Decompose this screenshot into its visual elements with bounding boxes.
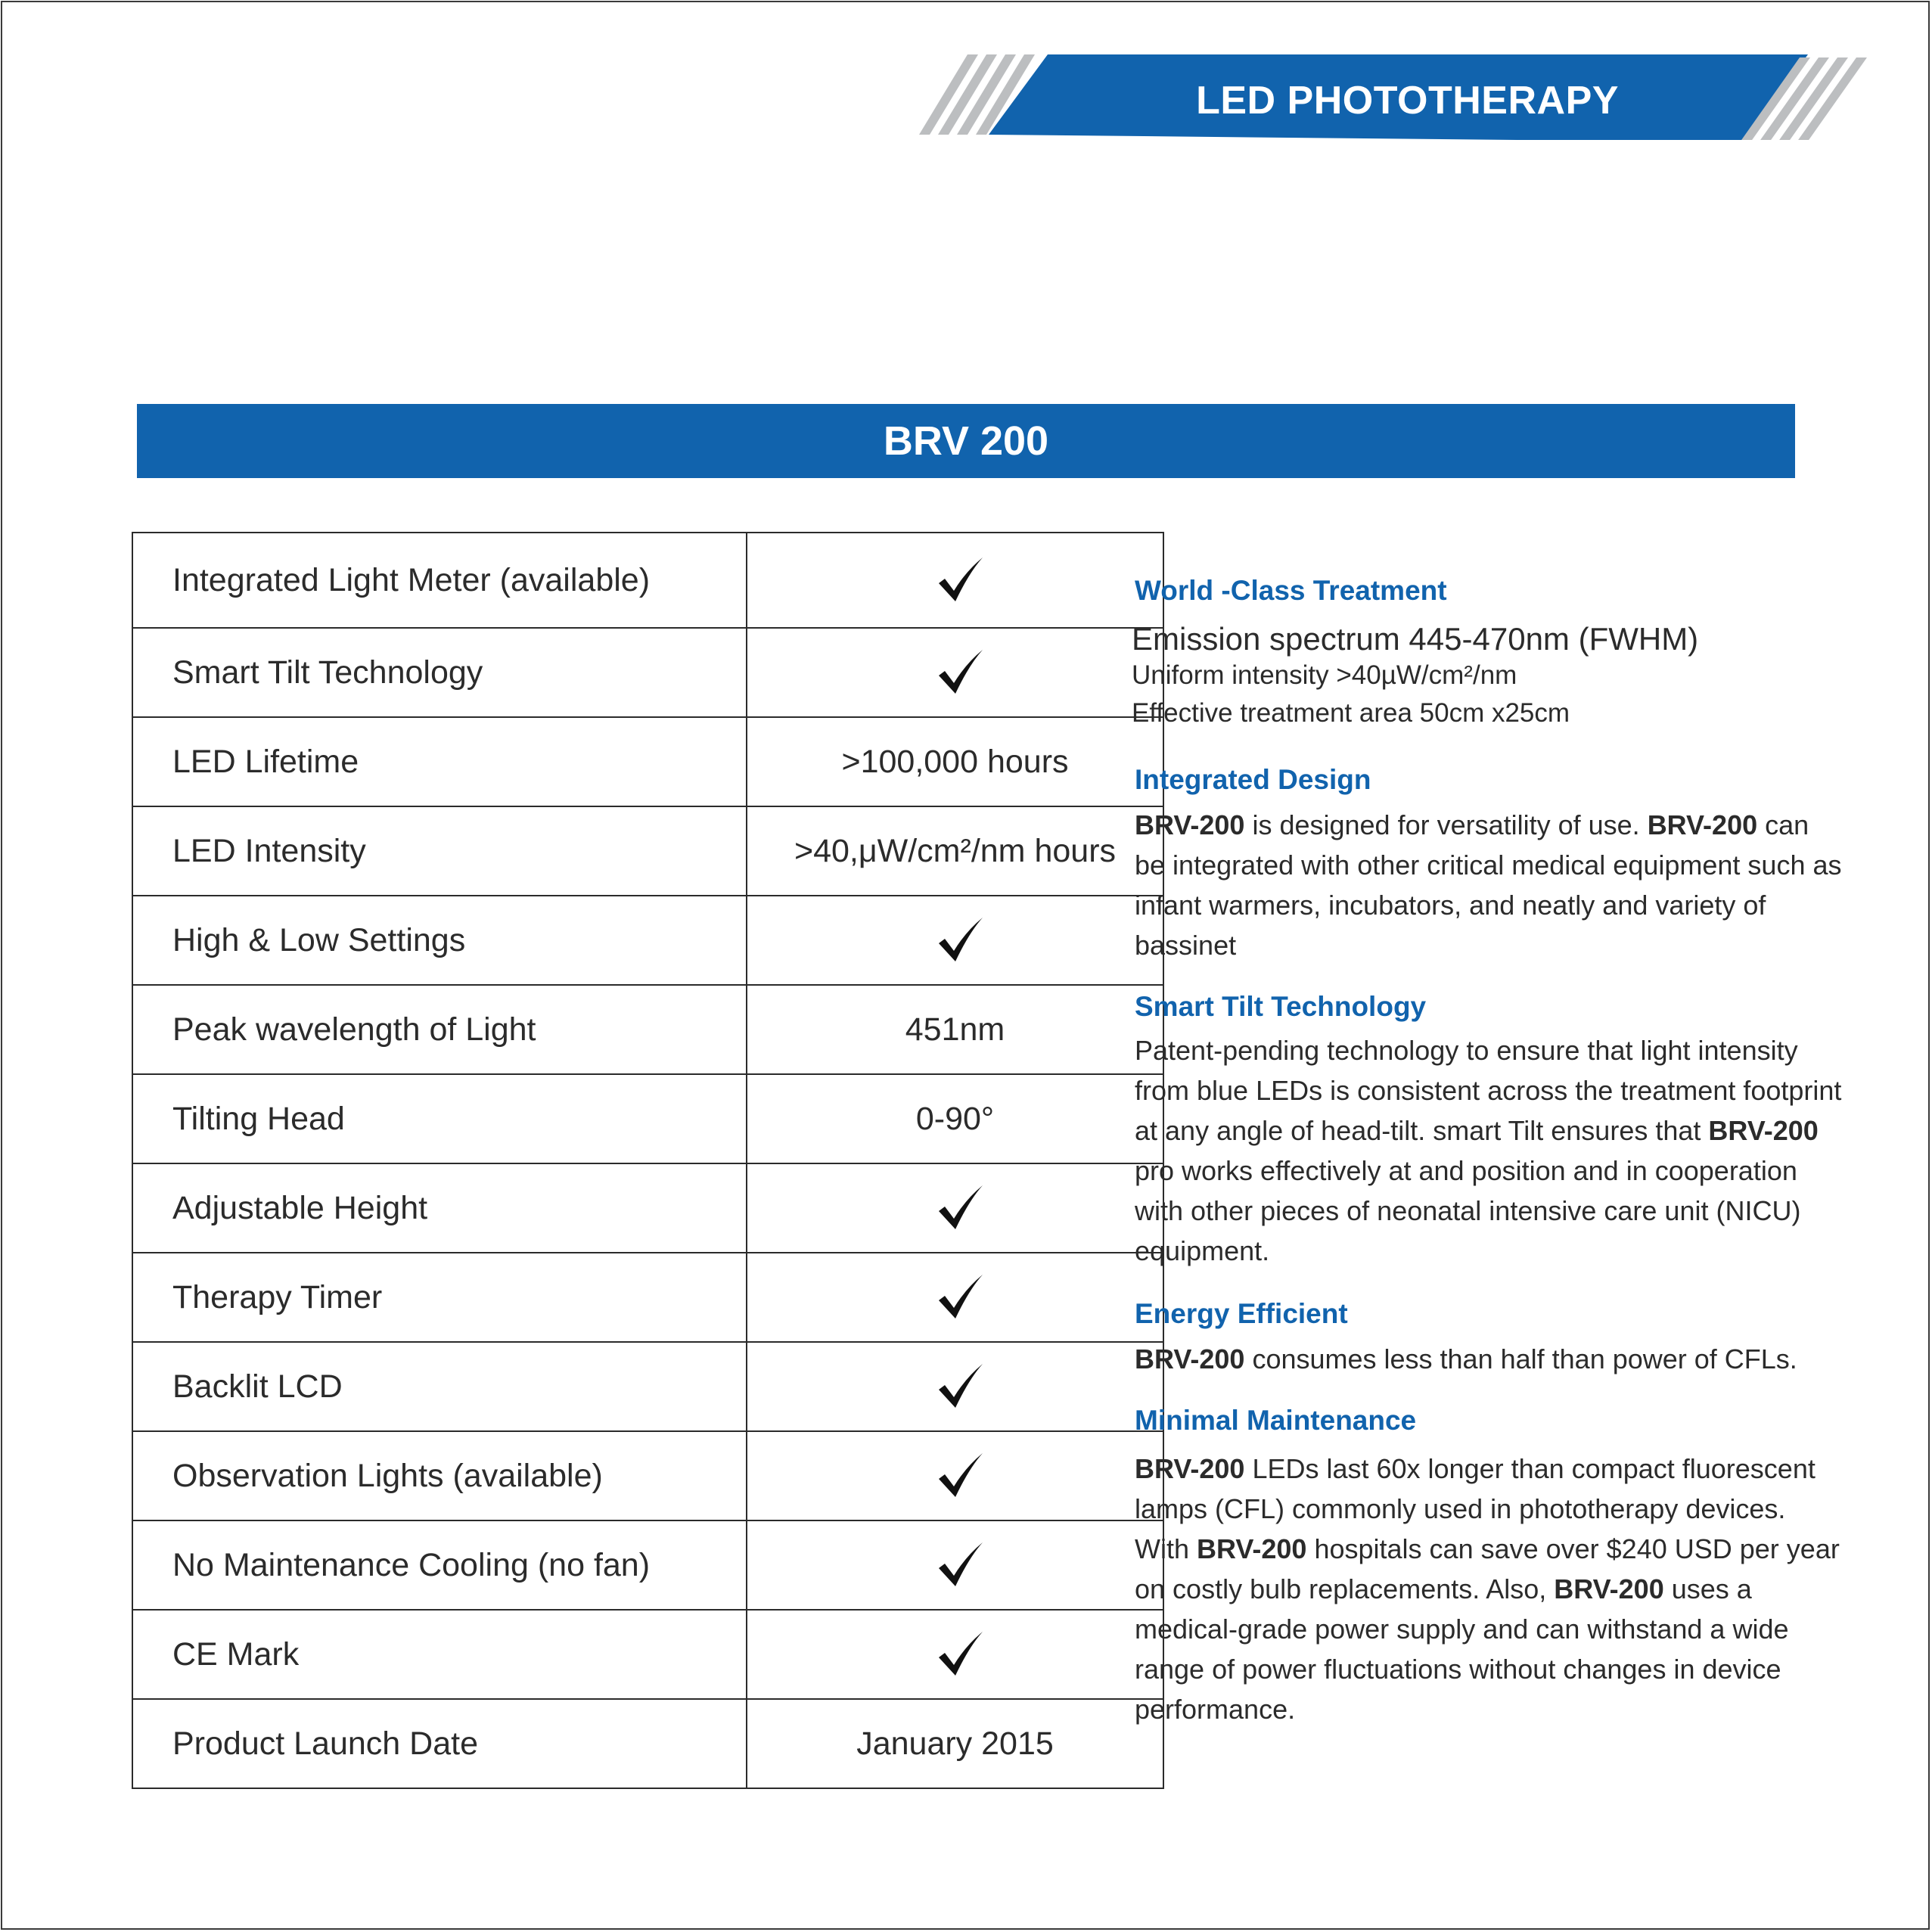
- spec-feature: No Maintenance Cooling (no fan): [132, 1520, 747, 1610]
- treatment-area-line: Effective treatment area 50cm x25cm: [1132, 698, 1570, 728]
- checkmark-icon: [936, 916, 984, 964]
- spec-feature: Observation Lights (available): [132, 1431, 747, 1520]
- table-row: [132, 1163, 1163, 1253]
- spec-value-check: [747, 1610, 1163, 1699]
- checkmark-icon: [936, 1452, 984, 1500]
- spec-feature: Tilting Head: [132, 1074, 747, 1163]
- spectrum-line: Emission spectrum 445-470nm (FWHM): [1132, 621, 1699, 657]
- spec-value-check: [747, 1253, 1163, 1342]
- spec-feature: Product Launch Date: [132, 1699, 747, 1788]
- model-title-bar: BRV 200: [137, 404, 1795, 478]
- spec-table: [132, 532, 1164, 1789]
- section-heading-maintenance: Minimal Maintenance: [1135, 1405, 1417, 1436]
- spec-value: >40,μW/cm²/nm hours: [747, 806, 1163, 896]
- smart-tilt-paragraph: Patent-pending technology to ensure that light intensity from blue LEDs is consistent across the treatment footprint at any angle of head-tilt. smart Tilt ensures that BRV-200 pro works effectively at and position and in cooperation with other pieces of neonatal intensive care unit (NICU) equipment.: [1135, 1035, 1842, 1266]
- spec-value-check: [747, 628, 1163, 717]
- section-heading-integrated: Integrated Design: [1135, 764, 1371, 795]
- spec-value: >100,000 hours: [747, 717, 1163, 806]
- spec-feature: CE Mark: [132, 1610, 747, 1699]
- spec-feature: Peak wavelength of Light: [132, 985, 747, 1074]
- table-row: [132, 806, 1163, 896]
- checkmark-icon: [936, 1630, 984, 1679]
- spec-feature: Therapy Timer: [132, 1253, 747, 1342]
- table-row: [132, 1610, 1163, 1699]
- spec-feature: Backlit LCD: [132, 1342, 747, 1431]
- spec-value-check: [747, 533, 1163, 628]
- spec-feature: LED Intensity: [132, 806, 747, 896]
- spec-value-check: [747, 1431, 1163, 1520]
- spec-value: 0-90°: [747, 1074, 1163, 1163]
- table-row: [132, 1253, 1163, 1342]
- checkmark-icon: [936, 1541, 984, 1589]
- spec-feature: High & Low Settings: [132, 896, 747, 985]
- checkmark-icon: [936, 556, 984, 604]
- spec-feature: LED Lifetime: [132, 717, 747, 806]
- maintenance-paragraph: BRV-200 LEDs last 60x longer than compact fluorescent lamps (CFL) commonly used in phototherapy devices. With BRV-200 hospitals can save over $240 USD per year on costly bulb replacements. Also, BRV-200 uses a medical-grade power supply and can withstand a wide range of power fluctuations without changes in device performance.: [1135, 1453, 1840, 1725]
- spec-value: 451nm: [747, 985, 1163, 1074]
- intensity-line: Uniform intensity >40µW/cm²/nm: [1132, 660, 1517, 690]
- checkmark-icon: [936, 1184, 984, 1232]
- spec-value-check: [747, 1163, 1163, 1253]
- checkmark-icon: [936, 1273, 984, 1322]
- spec-feature: Smart Tilt Technology: [132, 628, 747, 717]
- spec-value: January 2015: [747, 1699, 1163, 1788]
- table-row: [132, 1074, 1163, 1163]
- table-row: [132, 1699, 1163, 1788]
- spec-value-check: [747, 1342, 1163, 1431]
- table-row: [132, 533, 1163, 628]
- spec-value-check: [747, 896, 1163, 985]
- features-column: [1132, 575, 1842, 1729]
- section-heading-world-class: World -Class Treatment: [1135, 575, 1447, 606]
- spec-value-check: [747, 1520, 1163, 1610]
- table-row: [132, 628, 1163, 717]
- section-heading-smart-tilt: Smart Tilt Technology: [1135, 991, 1427, 1022]
- spec-feature: Integrated Light Meter (available): [132, 533, 747, 628]
- integrated-paragraph: BRV-200 is designed for versatility of use. BRV-200 can be integrated with other critical medical equipment such as infant warmers, incubators, and neatly and variety of bassinet: [1135, 809, 1842, 961]
- table-row: [132, 1431, 1163, 1520]
- energy-paragraph: BRV-200 consumes less than half than power of CFLs.: [1135, 1343, 1797, 1374]
- table-row: [132, 1520, 1163, 1610]
- section-heading-energy: Energy Efficient: [1135, 1298, 1348, 1329]
- table-row: [132, 985, 1163, 1074]
- table-row: [132, 717, 1163, 806]
- spec-feature: Adjustable Height: [132, 1163, 747, 1253]
- checkmark-icon: [936, 648, 984, 697]
- table-row: [132, 1342, 1163, 1431]
- checkmark-icon: [936, 1362, 984, 1411]
- page-title: LED PHOTOTHERAPY: [1196, 79, 1619, 123]
- table-row: [132, 896, 1163, 985]
